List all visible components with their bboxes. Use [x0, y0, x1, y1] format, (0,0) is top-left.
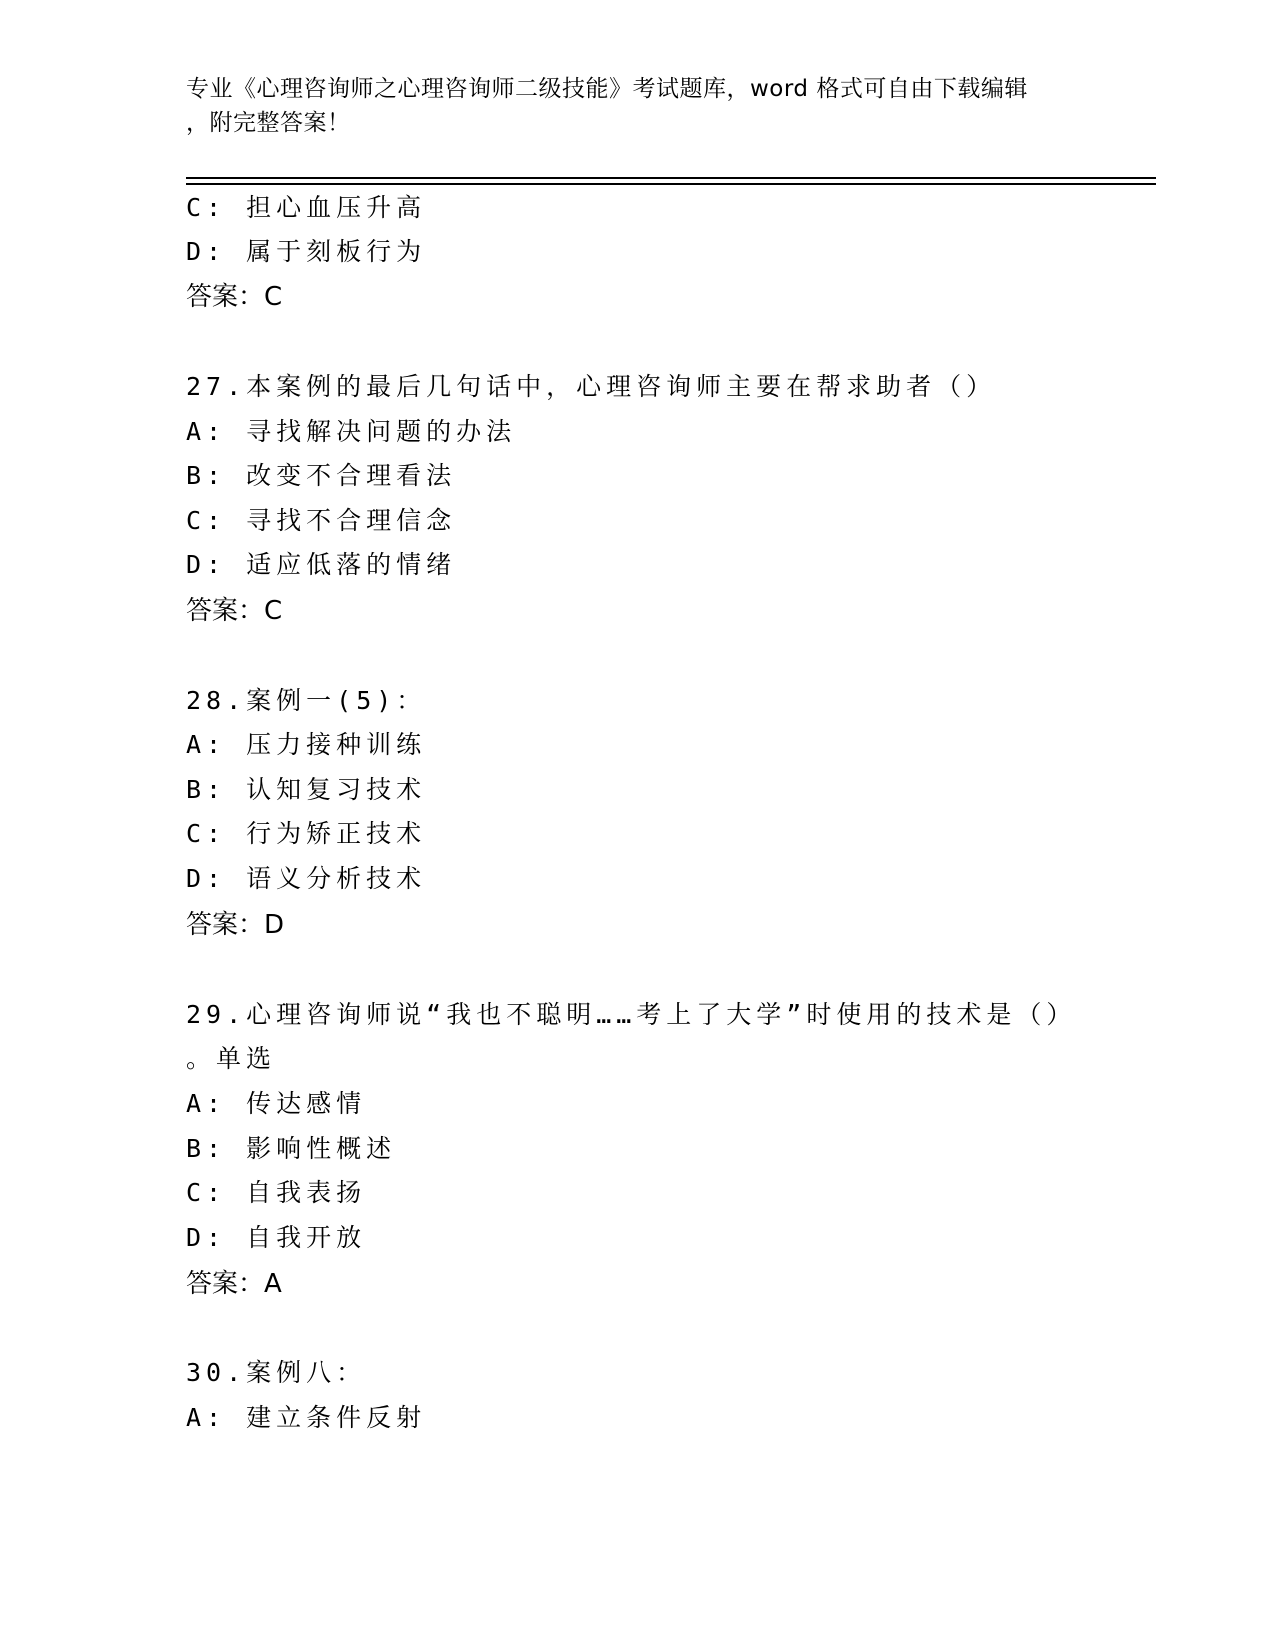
q27-stem: 27.本案例的最后几句话中，心理咨询师主要在帮求助者（）	[186, 372, 997, 401]
q29-option-c: C: 自我表扬	[186, 1178, 367, 1207]
header-line-2: ，附完整答案！	[186, 110, 351, 136]
q30-option-a: A: 建立条件反射	[186, 1403, 427, 1432]
header-line-1: 专业《心理咨询师之心理咨询师二级技能》考试题库，word 格式可自由下载编辑	[186, 76, 1028, 102]
q26-option-d: D: 属于刻板行为	[186, 237, 427, 266]
q26-option-c: C: 担心血压升高	[186, 193, 427, 222]
q28-option-d: D: 语义分析技术	[186, 864, 427, 893]
q27-answer: 答案：C	[186, 596, 283, 626]
header-rule-bottom	[186, 183, 1156, 185]
q27-option-b: B: 改变不合理看法	[186, 461, 457, 490]
q28-answer: 答案：D	[186, 910, 285, 940]
q29-stem: 29.心理咨询师说“我也不聪明……考上了大学”时使用的技术是（）	[186, 1000, 1077, 1029]
q30-stem: 30.案例八：	[186, 1358, 367, 1387]
q29-option-d: D: 自我开放	[186, 1223, 367, 1252]
header-rule-top	[186, 177, 1156, 179]
q27-option-a: A: 寻找解决问题的办法	[186, 417, 517, 446]
q28-stem: 28.案例一(5)：	[186, 686, 427, 715]
q29-stem-continued: 。单选	[186, 1044, 277, 1073]
q28-option-c: C: 行为矫正技术	[186, 819, 427, 848]
q27-option-c: C: 寻找不合理信念	[186, 506, 457, 535]
q29-option-b: B: 影响性概述	[186, 1134, 397, 1163]
q28-option-b: B: 认知复习技术	[186, 775, 427, 804]
q29-option-a: A: 传达感情	[186, 1089, 367, 1118]
q29-answer: 答案：A	[186, 1269, 282, 1299]
q28-option-a: A: 压力接种训练	[186, 730, 427, 759]
q27-option-d: D: 适应低落的情绪	[186, 550, 457, 579]
q26-answer: 答案：C	[186, 282, 283, 312]
document-header	[186, 72, 1086, 140]
